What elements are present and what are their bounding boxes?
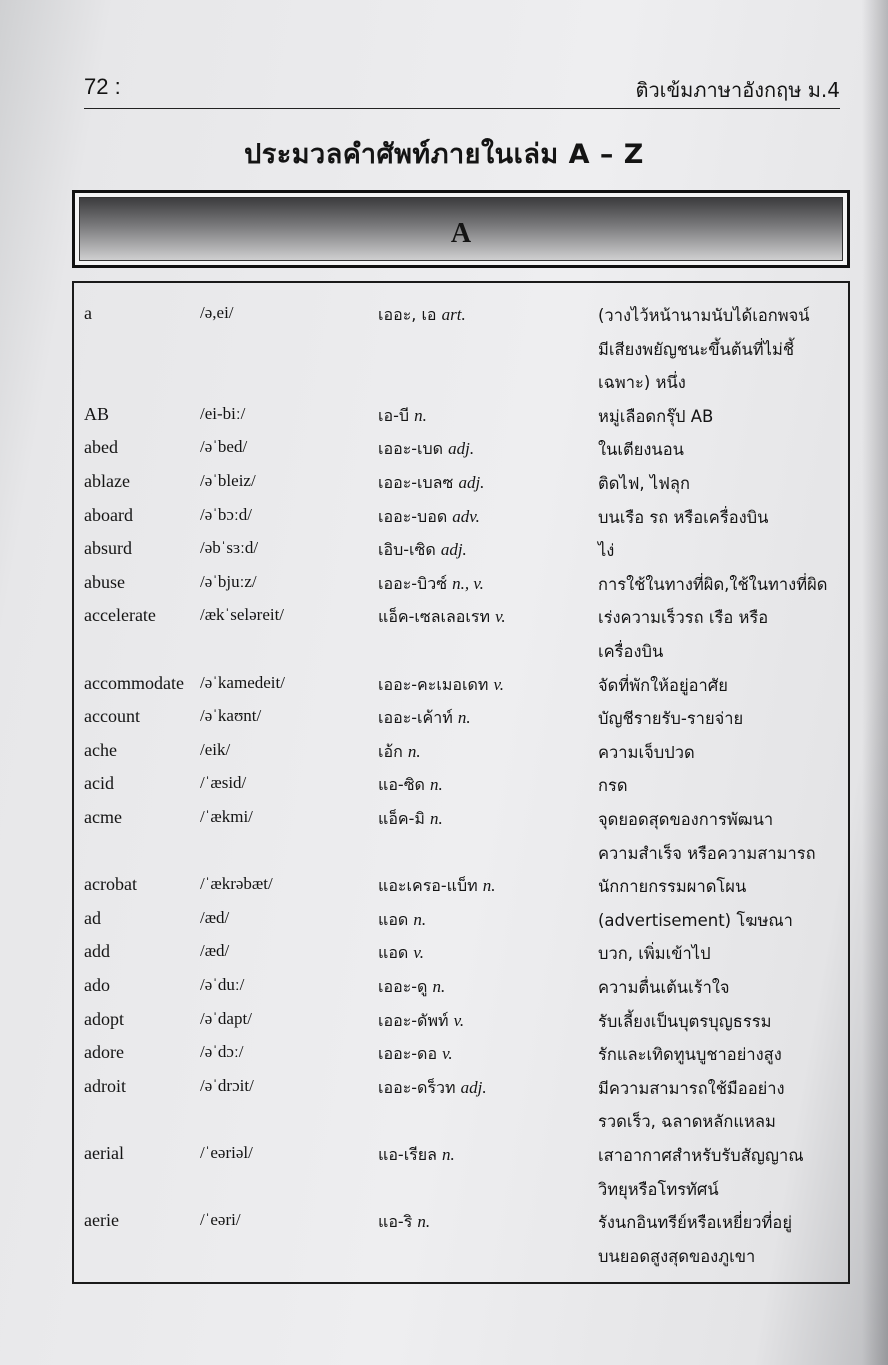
entry-pronunciation-ipa: /əˈbɔːd/ [200, 504, 252, 524]
thai-pronunciation-text: เออะ, เอ [378, 305, 442, 324]
entry-word: ache [84, 739, 117, 760]
thai-pronunciation-text: เออะ-ดร็วท [378, 1077, 461, 1097]
entry-thai-pronunciation [378, 673, 504, 707]
entry-thai-pronunciation [378, 1009, 464, 1043]
running-header [84, 72, 840, 109]
entry-thai-pronunciation [378, 404, 427, 438]
entry-thai-pronunciation [378, 505, 480, 539]
entry-pronunciation-ipa: /eik/ [200, 739, 231, 759]
part-of-speech: n. [430, 809, 443, 828]
entry-definition-line: เครื่องบิน [598, 642, 664, 661]
entry-pronunciation-ipa: /ə,ei/ [200, 303, 234, 322]
entry-pronunciation-ipa: /ˈækrəbæt/ [200, 874, 273, 894]
entry-thai-pronunciation [378, 941, 424, 975]
entry-definition-line: ความสำเร็จ หรือความสามารถ [598, 843, 816, 863]
entry-word: ad [84, 907, 101, 928]
entry-definition-line: ไง่ [598, 541, 615, 561]
entry-word: a [84, 303, 92, 323]
banner-gradient [79, 197, 843, 261]
entry-thai-pronunciation [378, 1076, 487, 1110]
entry-pronunciation-ipa: /əˈkamedeit/ [200, 672, 285, 692]
entry-thai-pronunciation [378, 807, 443, 841]
entry-definition-line: วิทยุหรือโทรทัศน์ [598, 1179, 719, 1199]
entry-definition-line: จุดยอดสุดของการพัฒนา [598, 810, 774, 829]
entry-pronunciation-ipa: /əˈdapt/ [200, 1008, 252, 1028]
entry-definition-line: รับเลี้ยงเป็นบุตรบุญธรรม [598, 1011, 772, 1031]
entry-definition-line: หมู่เลือดกรุ๊ป AB [598, 406, 714, 426]
entry-thai-pronunciation [378, 908, 426, 942]
entry-definition-line: รังนกอินทรีย์หรือเหยี่ยวที่อยู่ [598, 1213, 793, 1233]
entry-word: abed [84, 437, 118, 458]
part-of-speech: n. [482, 876, 496, 896]
thai-pronunciation-text: เออะ-เบลซ [378, 473, 459, 492]
entry-definition-line: เร่งความเร็วรถ เรือ หรือ [598, 608, 769, 628]
entry-thai-pronunciation [378, 1210, 430, 1244]
entry-thai-pronunciation [378, 1042, 453, 1076]
part-of-speech: v. [453, 1010, 465, 1030]
part-of-speech: n., v. [452, 573, 484, 593]
entry-pronunciation-ipa: /əˈkaʊnt/ [200, 706, 262, 726]
part-of-speech: adj. [448, 439, 475, 459]
thai-pronunciation-text: แอ็ค-มิ [378, 809, 431, 828]
part-of-speech: n. [442, 1145, 455, 1164]
entry-definition-line: มีเสียงพยัญชนะขึ้นต้นที่ไม่ชี้ [598, 339, 795, 359]
thai-pronunciation-text: เออะ-บิวซ์ [378, 573, 453, 593]
entry-definition-line: มีความสามารถใช้มืออย่าง [598, 1078, 785, 1098]
entry-word: aerial [84, 1143, 124, 1163]
thai-pronunciation-text: เออะ-เบด [378, 439, 449, 459]
entry-definition-line: บัญชีรายรับ-รายจ่าย [598, 709, 744, 729]
entry-pronunciation-ipa: /ækˈseləreit/ [200, 605, 285, 625]
entry-definition-line: จัดที่พักให้อยู่อาศัย [598, 675, 728, 695]
entry-definition-line: ความตื่นเต้นเร้าใจ [598, 978, 730, 997]
part-of-speech: n. [417, 1212, 431, 1232]
part-of-speech: n. [430, 775, 443, 795]
part-of-speech: adj. [460, 1077, 487, 1097]
entry-thai-pronunciation [378, 1143, 455, 1177]
thai-pronunciation-text: เออะ-คะเมอเดท [378, 674, 494, 694]
entry-definition-line: (วางไว้หน้านามนับได้เอกพจน์ [598, 306, 810, 325]
entry-definition-line: นักกายกรรมผาดโผน [598, 877, 747, 897]
entry-thai-pronunciation [378, 706, 471, 740]
section-letter-banner [72, 190, 850, 268]
part-of-speech: adv. [452, 506, 480, 526]
entry-definition-line: ความเจ็บปวด [598, 742, 695, 762]
entry-word: absurd [84, 538, 132, 559]
entry-word: adroit [84, 1075, 126, 1096]
part-of-speech: n. [407, 741, 421, 761]
entry-word: add [84, 941, 110, 962]
entry-thai-pronunciation [378, 437, 474, 471]
entry-word: accelerate [84, 605, 156, 626]
part-of-speech: v. [442, 1044, 453, 1064]
entry-definition-line: บวก, เพิ่มเข้าไป [598, 944, 711, 964]
thai-pronunciation-text: แอะเครอ-แบ็ท [378, 876, 483, 896]
entry-word: AB [84, 403, 110, 424]
entry-word: ado [84, 975, 110, 995]
part-of-speech: v. [493, 674, 505, 694]
part-of-speech: adj. [440, 540, 467, 560]
page-number: 72 : [84, 74, 121, 99]
part-of-speech: art. [441, 305, 466, 324]
entry-pronunciation-ipa: /əˈdɔː/ [200, 1042, 244, 1062]
entry-word: acrobat [84, 874, 137, 895]
book-title: ติวเข้มภาษาอังกฤษ ม.4 [635, 78, 840, 102]
entry-definition-line: บนเรือ รถ หรือเครื่องบิน [598, 507, 769, 527]
section-letter: A [450, 218, 472, 249]
entry-word: adopt [84, 1008, 124, 1029]
entry-pronunciation-ipa: /ˈækmi/ [200, 807, 253, 826]
entry-word: account [84, 706, 140, 727]
part-of-speech: n. [432, 977, 446, 996]
entry-pronunciation-ipa: /əbˈsɜːd/ [200, 538, 259, 558]
entry-definition-line: บนยอดสูงสุดของภูเขา [598, 1246, 756, 1266]
thai-pronunciation-text: แอ-ซิด [378, 775, 431, 795]
thai-pronunciation-text: เอ-บี [378, 405, 415, 425]
entry-pronunciation-ipa: /əˈbjuːz/ [200, 571, 257, 591]
entry-word: acme [84, 807, 122, 827]
entry-definition-line: ติดไฟ, ไฟลุก [598, 474, 690, 493]
entry-thai-pronunciation [378, 471, 484, 505]
entry-thai-pronunciation [378, 975, 445, 1009]
entry-thai-pronunciation [378, 538, 467, 572]
thai-pronunciation-text: เออะ-เค้าท์ [378, 708, 458, 728]
entry-pronunciation-ipa: /ˈæsid/ [200, 773, 247, 793]
entry-definition-line: กรด [598, 776, 628, 796]
entry-definition-line: (advertisement) โฆษณา [598, 910, 793, 930]
entry-pronunciation-ipa: /æd/ [200, 907, 230, 927]
part-of-speech: adj. [458, 473, 485, 492]
thai-pronunciation-text: เอ้ก [378, 741, 408, 761]
entry-pronunciation-ipa: /əˈduː/ [200, 975, 245, 994]
entry-word: acid [84, 773, 114, 794]
entry-definition-line: รวดเร็ว, ฉลาดหลักแหลม [598, 1112, 776, 1132]
thai-pronunciation-text: เออะ-ดอ [378, 1044, 443, 1064]
entry-thai-pronunciation [378, 773, 443, 807]
vocabulary-title: ประมวลคำศัพท์ภายในเล่ม A – Z [244, 139, 644, 170]
entry-pronunciation-ipa: /əˈbed/ [200, 437, 248, 457]
entry-thai-pronunciation [378, 605, 506, 639]
entry-pronunciation-ipa: /æd/ [200, 941, 230, 961]
entry-word: ablaze [84, 471, 130, 491]
thai-pronunciation-text: เออะ-ดัพท์ [378, 1010, 454, 1030]
part-of-speech: n. [457, 708, 471, 728]
entry-word: adore [84, 1042, 124, 1063]
entry-definition-line: เฉพาะ) หนึ่ง [598, 373, 686, 393]
entry-pronunciation-ipa: /ˈeəri/ [200, 1210, 241, 1230]
thai-pronunciation-text: แอ-ริ [378, 1212, 418, 1232]
entry-definition-line: รักและเทิดทูนบูชาอย่างสูง [598, 1045, 782, 1065]
entry-word: accommodate [84, 672, 184, 693]
entry-pronunciation-ipa: /əˈdrɔit/ [200, 1075, 254, 1095]
part-of-speech: v. [495, 607, 506, 627]
entry-pronunciation-ipa: /ˈeəriəl/ [200, 1143, 253, 1162]
entry-thai-pronunciation [378, 740, 421, 774]
entry-thai-pronunciation [378, 572, 484, 606]
entry-thai-pronunciation [378, 303, 466, 337]
entry-pronunciation-ipa: /ei-biː/ [200, 403, 246, 423]
page-edge-shadow [862, 0, 888, 1365]
thai-pronunciation-text: เอิบ-เซิด [378, 540, 441, 560]
entry-definition-line: ในเตียงนอน [598, 440, 684, 460]
entry-word: aboard [84, 504, 133, 525]
thai-pronunciation-text: แอ็ค-เซลเลอเรท [378, 607, 496, 627]
entry-definition-line: เสาอากาศสำหรับรับสัญญาณ [598, 1146, 804, 1165]
part-of-speech: n. [413, 909, 427, 929]
part-of-speech: v. [413, 943, 424, 963]
entry-pronunciation-ipa: /əˈbleiz/ [200, 471, 256, 490]
thai-pronunciation-text: แอด [378, 909, 414, 929]
thai-pronunciation-text: เออะ-ดู [378, 977, 433, 996]
thai-pronunciation-text: แอด [378, 943, 414, 963]
entry-definition-line: การใช้ในทางที่ผิด,ใช้ในทางที่ผิด [598, 574, 828, 594]
entry-thai-pronunciation [378, 874, 496, 908]
entry-word: abuse [84, 571, 125, 592]
thai-pronunciation-text: แอ-เรียล [378, 1145, 443, 1164]
vocabulary-table [72, 281, 850, 1284]
part-of-speech: n. [414, 405, 427, 425]
entry-word: aerie [84, 1210, 119, 1231]
thai-pronunciation-text: เออะ-บอด [378, 506, 453, 526]
